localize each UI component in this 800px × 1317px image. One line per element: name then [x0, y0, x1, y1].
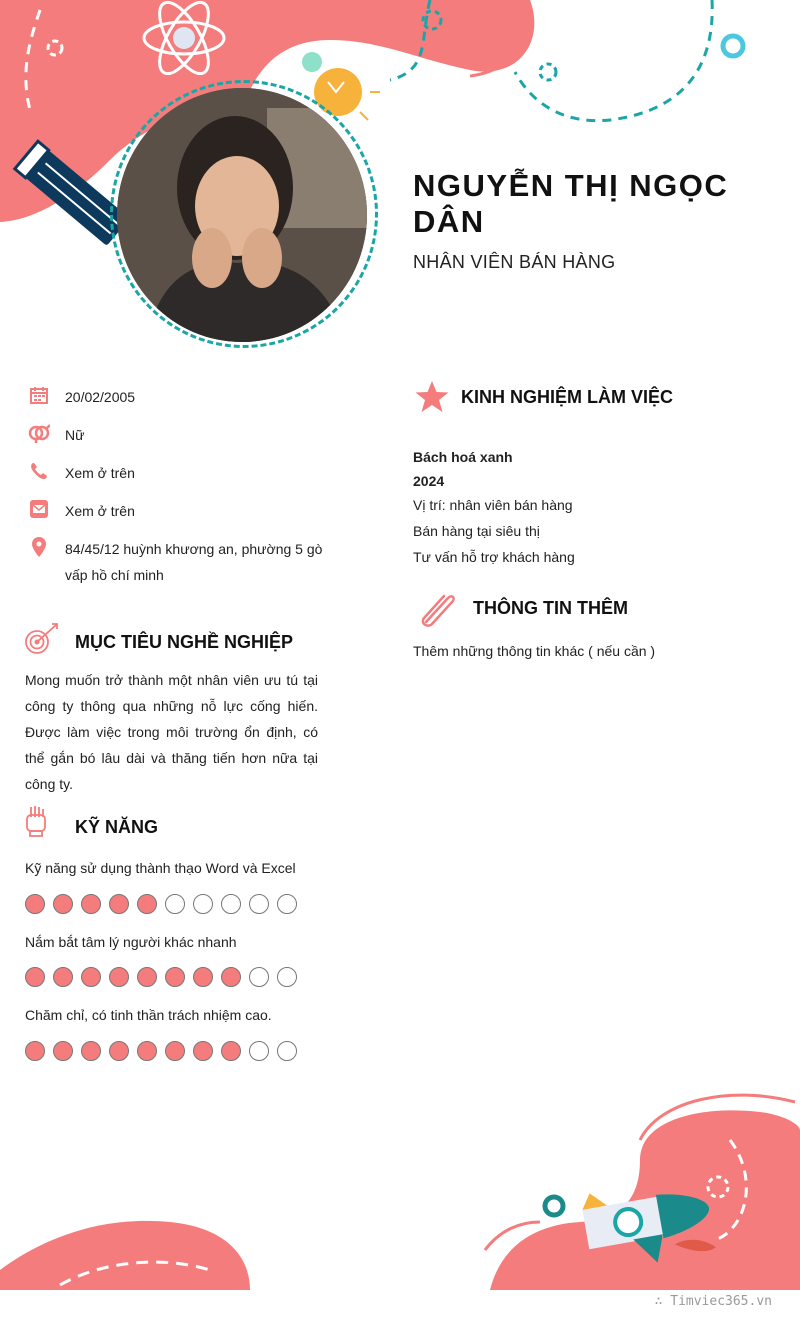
objective-text: Mong muốn trở thành một nhân viên ưu tú tại công ty thông qua những nỗ lực cống hiến. Được làm việc trong môi trường ổn định, có thể gắn bó lâu dài và thăng tiến hơn nữa tại công ty.	[25, 672, 318, 792]
brand-watermark[interactable]: ∴ Timviec365.vn	[654, 1294, 772, 1309]
experience-year: 2024	[413, 473, 445, 489]
birthday-value: 20/02/2005	[65, 389, 136, 405]
skill-rating-1	[25, 894, 297, 914]
rating-dot-filled	[193, 1041, 213, 1061]
rating-dot-filled	[81, 1041, 101, 1061]
rating-dot-filled	[25, 1041, 45, 1061]
rating-dot-empty	[249, 1041, 269, 1061]
profile-photo	[117, 88, 367, 342]
target-icon	[24, 622, 60, 656]
objective-heading: MỤC TIÊU NGHỀ NGHIỆP	[75, 632, 294, 652]
skill-label-1: Kỹ năng sử dụng thành thạo Word và Excel	[25, 860, 296, 876]
skill-rating-2	[25, 967, 297, 987]
rating-dot-filled	[193, 967, 213, 987]
phone-value: Xem ở trên	[65, 465, 135, 481]
rating-dot-empty	[193, 894, 213, 914]
rating-dot-filled	[81, 967, 101, 987]
rating-dot-filled	[53, 1041, 73, 1061]
experience-company: Bách hoá xanh	[413, 449, 513, 465]
skill-label-2: Nắm bắt tâm lý người khác nhanh	[25, 934, 237, 950]
experience-line-2: Bán hàng tại siêu thị	[413, 523, 540, 539]
fist-icon	[24, 805, 48, 837]
rating-dot-empty	[221, 894, 241, 914]
rating-dot-filled	[81, 894, 101, 914]
job-title: NHÂN VIÊN BÁN HÀNG	[413, 252, 616, 272]
skill-label-3: Chăm chỉ, có tinh thần trách nhiệm cao.	[25, 1007, 272, 1023]
email-value: Xem ở trên	[65, 503, 135, 519]
extra-heading: THÔNG TIN THÊM	[473, 598, 628, 618]
calendar-icon	[28, 384, 50, 406]
info-phone	[28, 460, 325, 486]
gender-value: Nữ	[65, 427, 85, 443]
skills-heading: KỸ NĂNG	[75, 817, 159, 837]
info-address	[28, 536, 325, 588]
rating-dot-filled	[109, 894, 129, 914]
rating-dot-empty	[277, 1041, 297, 1061]
rating-dot-empty	[249, 894, 269, 914]
info-gender	[28, 422, 325, 448]
gender-icon	[28, 422, 50, 444]
paperclip-icon	[416, 588, 458, 628]
star-icon	[414, 380, 450, 414]
phone-icon	[28, 460, 50, 482]
rating-dot-filled	[221, 1041, 241, 1061]
rating-dot-filled	[165, 1041, 185, 1061]
rating-dot-filled	[137, 894, 157, 914]
experience-heading: KINH NGHIỆM LÀM VIỆC	[461, 387, 674, 407]
info-email	[28, 498, 325, 524]
rating-dot-empty	[165, 894, 185, 914]
rating-dot-filled	[109, 1041, 129, 1061]
experience-line-1: Vị trí: nhân viên bán hàng	[413, 497, 573, 513]
skill-rating-3	[25, 1041, 297, 1061]
rating-dot-filled	[137, 1041, 157, 1061]
rating-dot-filled	[221, 967, 241, 987]
info-birthday	[28, 384, 325, 410]
candidate-name: NGUYỄN THỊ NGỌC DÂN	[413, 168, 729, 239]
rating-dot-empty	[249, 967, 269, 987]
rating-dot-filled	[137, 967, 157, 987]
email-icon	[28, 498, 50, 520]
location-pin-icon	[28, 536, 50, 558]
rating-dot-filled	[53, 894, 73, 914]
extra-text: Thêm những thông tin khác ( nếu cần )	[413, 643, 656, 659]
rating-dot-filled	[25, 967, 45, 987]
experience-line-3: Tư vấn hỗ trợ khách hàng	[413, 549, 575, 565]
rating-dot-empty	[277, 967, 297, 987]
rating-dot-filled	[109, 967, 129, 987]
rating-dot-filled	[53, 967, 73, 987]
rating-dot-filled	[25, 894, 45, 914]
rating-dot-empty	[277, 894, 297, 914]
rating-dot-filled	[165, 967, 185, 987]
address-value: 84/45/12 huỳnh khương an, phường 5 gò vấp hồ chí minh	[65, 541, 323, 583]
